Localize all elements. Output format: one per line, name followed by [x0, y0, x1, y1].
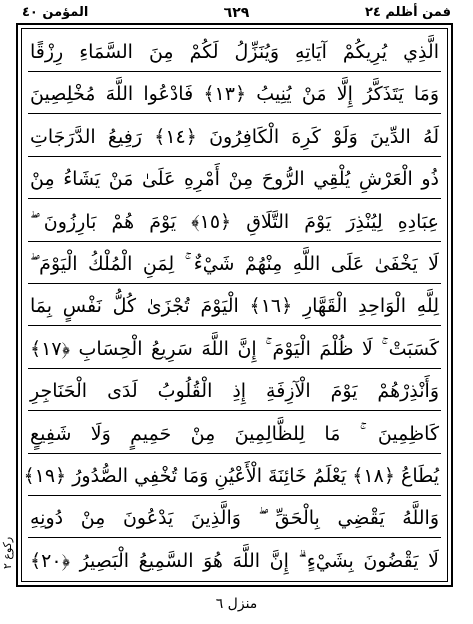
verse-line: كَاظِمِينَ ۚ مَا لِلظَّالِمِينَ مِنْ حَمِيمٍ وَلَا شَفِيعٍ — [28, 416, 441, 454]
verse-line: لَا يَقْضُونَ بِشَيْءٍ ۗ إِنَّ اللَّهَ هُوَ السَّمِيعُ الْبَصِيرُ ﴿٢٠﴾ — [30, 549, 439, 572]
verse-line: وَأَنْذِرْهُمْ يَوْمَ الْآزِفَةِ إِذِ الْقُلُوبُ لَدَى الْحَنَاجِرِ — [28, 373, 441, 411]
verse-line: وَمَا يَتَذَكَّرُ إِلَّا مَنْ يُنِيبُ ﴿١٣﴾ فَادْعُوا اللَّهَ مُخْلِصِينَ — [28, 76, 441, 114]
verse-line: يُطَاعُ ﴿١٨﴾ يَعْلَمُ خَائِنَةَ الْأَعْيُنِ وَمَا تُخْفِي الصُّدُورُ ﴿١٩﴾ — [28, 458, 441, 496]
manzil-footer: منزل ٦ — [215, 596, 258, 612]
verse-line: وَاللَّهُ يَقْضِي بِالْحَقِّ ۖ وَالَّذِينَ يَدْعُونَ مِنْ دُونِهِ — [28, 500, 441, 538]
juz-name: فمن أظلم ٢٤ — [364, 5, 451, 20]
page-header — [16, 3, 457, 25]
ruku-marker: رکوع ٢ — [1, 536, 14, 570]
verse-line: لَهُ الدِّينَ وَلَوْ كَرِهَ الْكَافِرُونَ ﴿١٤﴾ رَفِيعُ الدَّرَجَاتِ — [28, 119, 441, 157]
verse-line: عِبَادِهِ لِيُنْذِرَ يَوْمَ التَّلَاقِ ﴿١٥﴾ يَوْمَ هُمْ بَارِزُونَ ۖ — [28, 204, 441, 242]
verse-line: لِلَّهِ الْوَاحِدِ الْقَهَّارِ ﴿١٦﴾ الْيَوْمَ تُجْزَىٰ كُلُّ نَفْسٍ بِمَا — [28, 288, 441, 326]
verse-line: كَسَبَتْ ۚ لَا ظُلْمَ الْيَوْمَ ۚ إِنَّ اللَّهَ سَرِيعُ الْحِسَابِ ﴿١٧﴾ — [28, 331, 441, 369]
page-number: ٦٢٩ — [223, 5, 250, 21]
verse-lines — [23, 34, 441, 580]
verse-line: الَّذِي يُرِيكُمْ آيَاتِهِ وَيُنَزِّلُ لَكُمْ مِنَ السَّمَاءِ رِزْقًا — [28, 34, 441, 72]
verse-line: ذُو الْعَرْشِ يُلْقِي الرُّوحَ مِنْ أَمْرِهِ عَلَىٰ مَنْ يَشَاءُ مِنْ — [28, 161, 441, 199]
surah-name: المؤمن ٤٠ — [22, 5, 89, 20]
verse-line: لَا يَخْفَىٰ عَلَى اللَّهِ مِنْهُمْ شَيْءٌ ۚ لِمَنِ الْمُلْكُ الْيَوْمَ ۖ — [28, 246, 441, 284]
